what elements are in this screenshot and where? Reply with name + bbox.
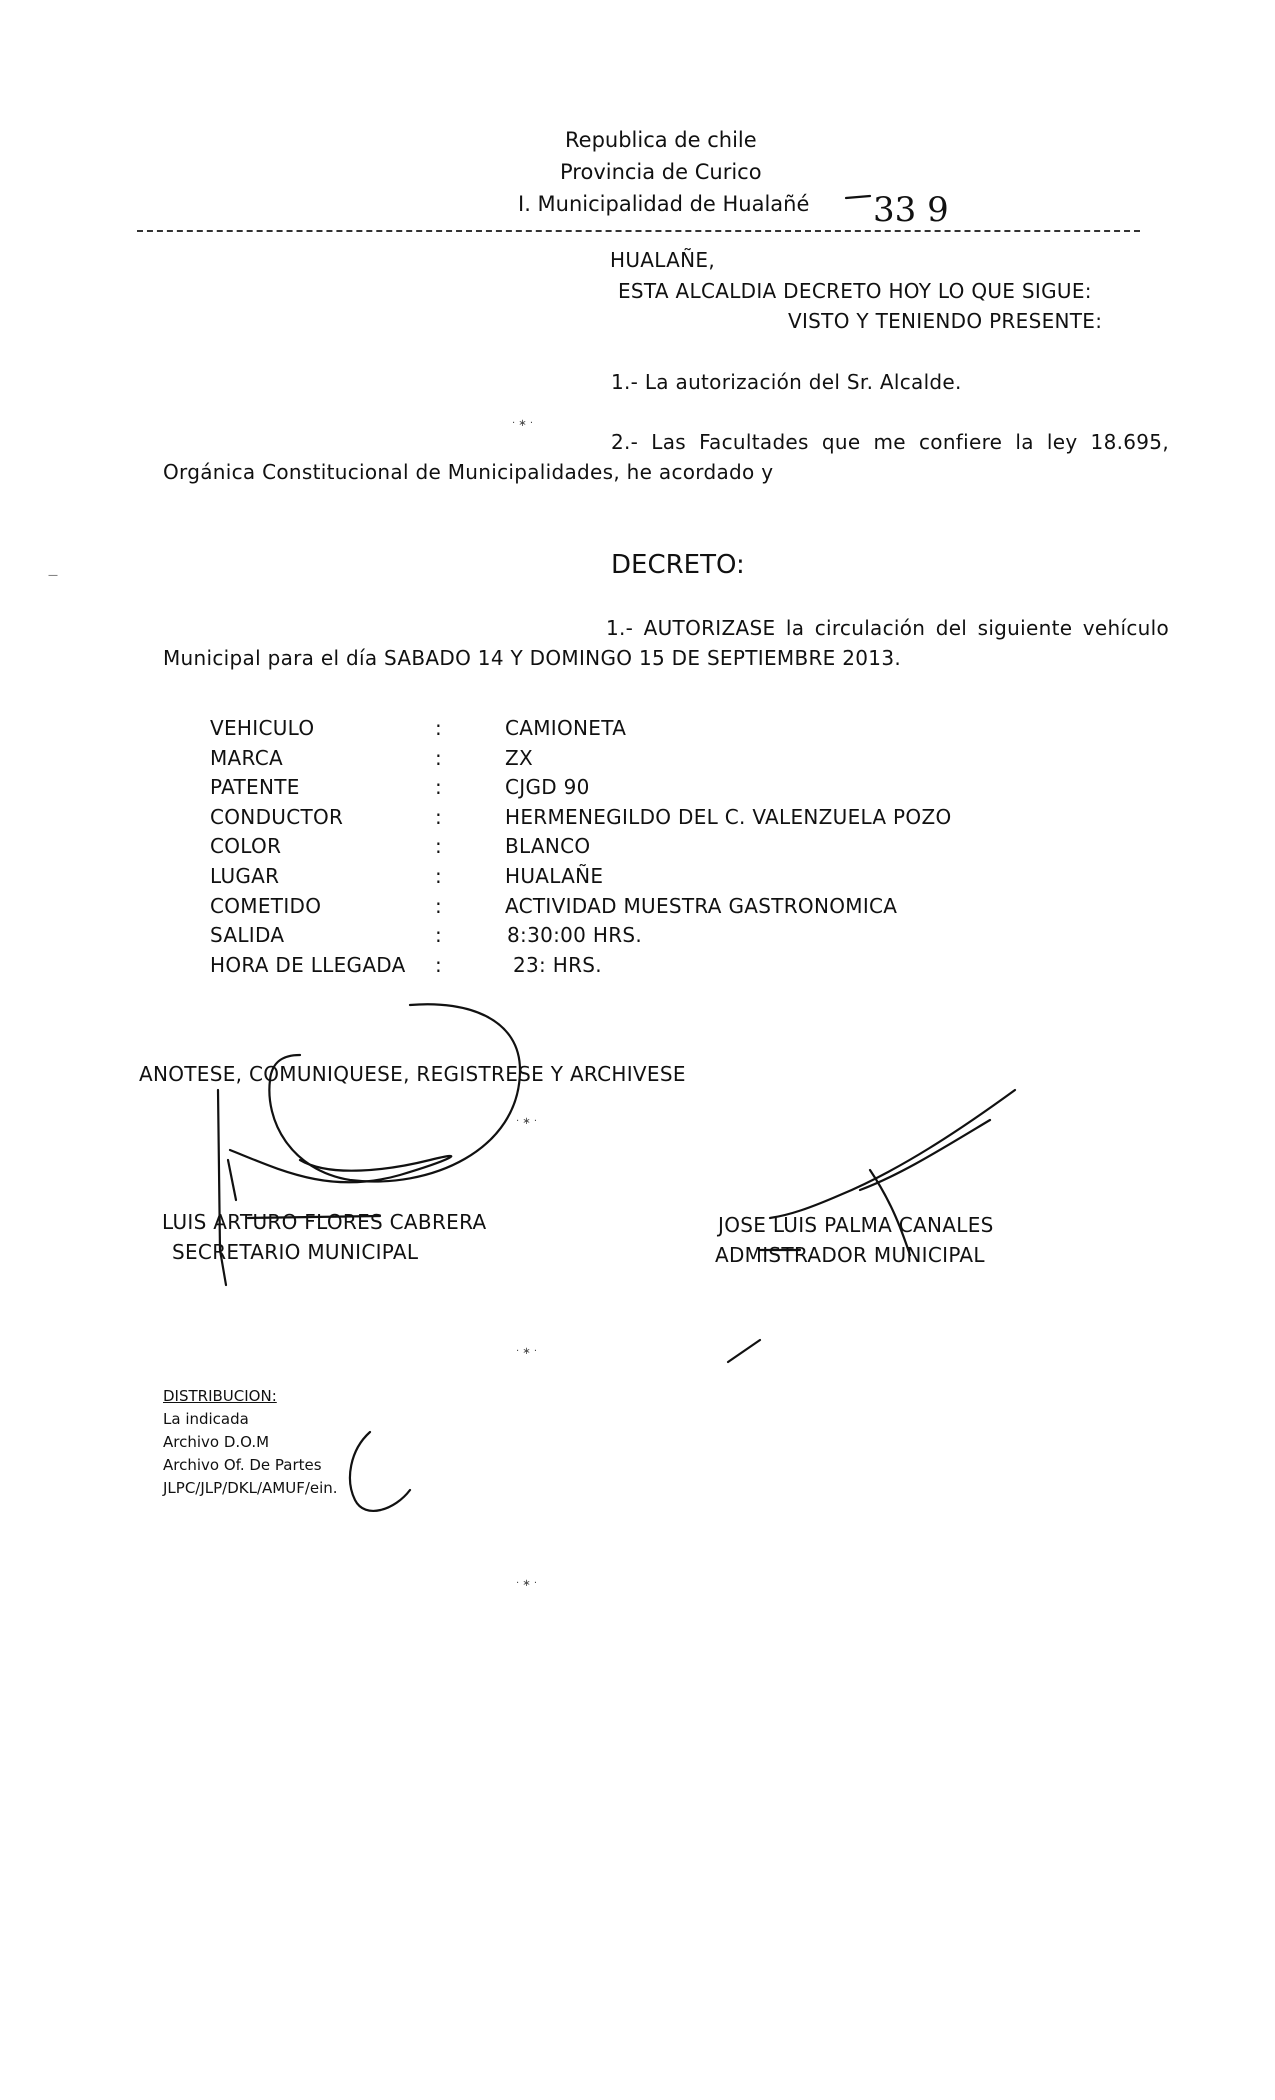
right-signature-stroke (728, 1340, 760, 1362)
preamble-item-2-a: 2.- Las Facultades que me confiere la ley 18.695, (611, 430, 1169, 454)
preamble-line-1: ESTA ALCALDIA DECRETO HOY LO QUE SIGUE: (618, 279, 1092, 303)
header-mark (846, 196, 870, 198)
vehicle-field-value: BLANCO (505, 834, 591, 859)
vehicle-field-separator: : (435, 716, 443, 740)
municipality-line: I. Municipalidad de Hualañé (518, 192, 810, 216)
vehicle-field-value: HUALAÑE (505, 863, 604, 888)
scan-mark: · ∗ · (516, 1346, 538, 1357)
vehicle-field-label: VEHICULO (210, 716, 315, 740)
distribution-item: La indicada (163, 1410, 249, 1428)
vehicle-field-separator: : (435, 952, 443, 977)
vehicle-field-separator: : (435, 863, 443, 888)
vehicle-field-separator: : (435, 745, 443, 770)
left-signature-stroke (228, 1160, 236, 1200)
vehicle-field-value: 8:30:00 HRS. (507, 923, 643, 948)
scan-mark: · ∗ · (516, 1116, 538, 1127)
distribution-item: Archivo Of. De Partes (163, 1456, 322, 1474)
preamble-item-2-b: Orgánica Constitucional de Municipalidades, he acordado y (163, 460, 774, 484)
vehicle-field-separator: : (435, 893, 443, 918)
vehicle-field-label: CONDUCTOR (210, 804, 344, 829)
vehicle-field-label: MARCA (210, 745, 283, 770)
distribution-item: JLPC/JLP/DKL/AMUF/ein. (163, 1479, 338, 1497)
vehicle-field-label: COMETIDO (210, 893, 322, 918)
vehicle-field-value: HERMENEGILDO DEL C. VALENZUELA POZO (505, 804, 952, 829)
vehicle-field-separator: : (435, 923, 443, 948)
vehicle-field-value: CAMIONETA (505, 716, 627, 740)
vehicle-field-label: PATENTE (210, 775, 300, 800)
scan-mark: · ∗ · (512, 418, 534, 429)
province-line: Provincia de Curico (560, 160, 762, 184)
preamble-line-2: VISTO Y TENIENDO PRESENTE: (788, 309, 1103, 333)
vehicle-field-label: LUGAR (210, 863, 280, 888)
right-signer-title: ADMISTRADOR MUNICIPAL (715, 1243, 985, 1267)
scan-mark: — (48, 570, 58, 581)
country-line: Republica de chile (565, 128, 757, 152)
vehicle-field-label: HORA DE LLEGADA (210, 952, 406, 977)
right-signer-name: JOSE LUIS PALMA CANALES (718, 1213, 994, 1237)
vehicle-field-value: ACTIVIDAD MUESTRA GASTRONOMICA (505, 893, 898, 918)
left-signature-stroke (230, 1150, 451, 1182)
left-signer-title: SECRETARIO MUNICIPAL (172, 1240, 419, 1264)
distribution-item: Archivo D.O.M (163, 1433, 270, 1451)
vehicle-field-value: ZX (505, 745, 534, 770)
vehicle-field-separator: : (435, 834, 443, 859)
right-signature-stroke (860, 1120, 990, 1190)
place-line: HUALAÑE, (610, 248, 715, 272)
vehicle-field-value: 23: HRS. (513, 952, 602, 977)
distribution-scribble (350, 1432, 410, 1511)
header-divider (137, 230, 1140, 232)
decree-item-1-a: 1.- AUTORIZASE la circulación del siguiente vehículo (606, 616, 1169, 640)
right-signature-stroke (770, 1090, 1015, 1218)
decree-heading: DECRETO: (611, 550, 745, 580)
left-signer-name: LUIS ARTURO FLORES CABRERA (162, 1210, 487, 1234)
vehicle-field-label: SALIDA (210, 923, 285, 948)
preamble-item-1: 1.- La autorización del Sr. Alcalde. (611, 370, 962, 394)
vehicle-field-label: COLOR (210, 834, 282, 859)
scan-mark: · ∗ · (516, 1578, 538, 1589)
closing-line: ANOTESE, COMUNIQUESE, REGISTRESE Y ARCHIVESE (139, 1062, 686, 1086)
vehicle-field-separator: : (435, 804, 443, 829)
vehicle-field-separator: : (435, 775, 443, 800)
left-signature-stroke (269, 1004, 520, 1181)
vehicle-field-value: CJGD 90 (505, 775, 590, 800)
decree-item-1-b: Municipal para el día SABADO 14 Y DOMINGO 15 DE SEPTIEMBRE 2013. (163, 646, 902, 670)
decree-number: 33 9 (873, 190, 949, 230)
distribution-heading: DISTRIBUCION: (163, 1387, 277, 1405)
